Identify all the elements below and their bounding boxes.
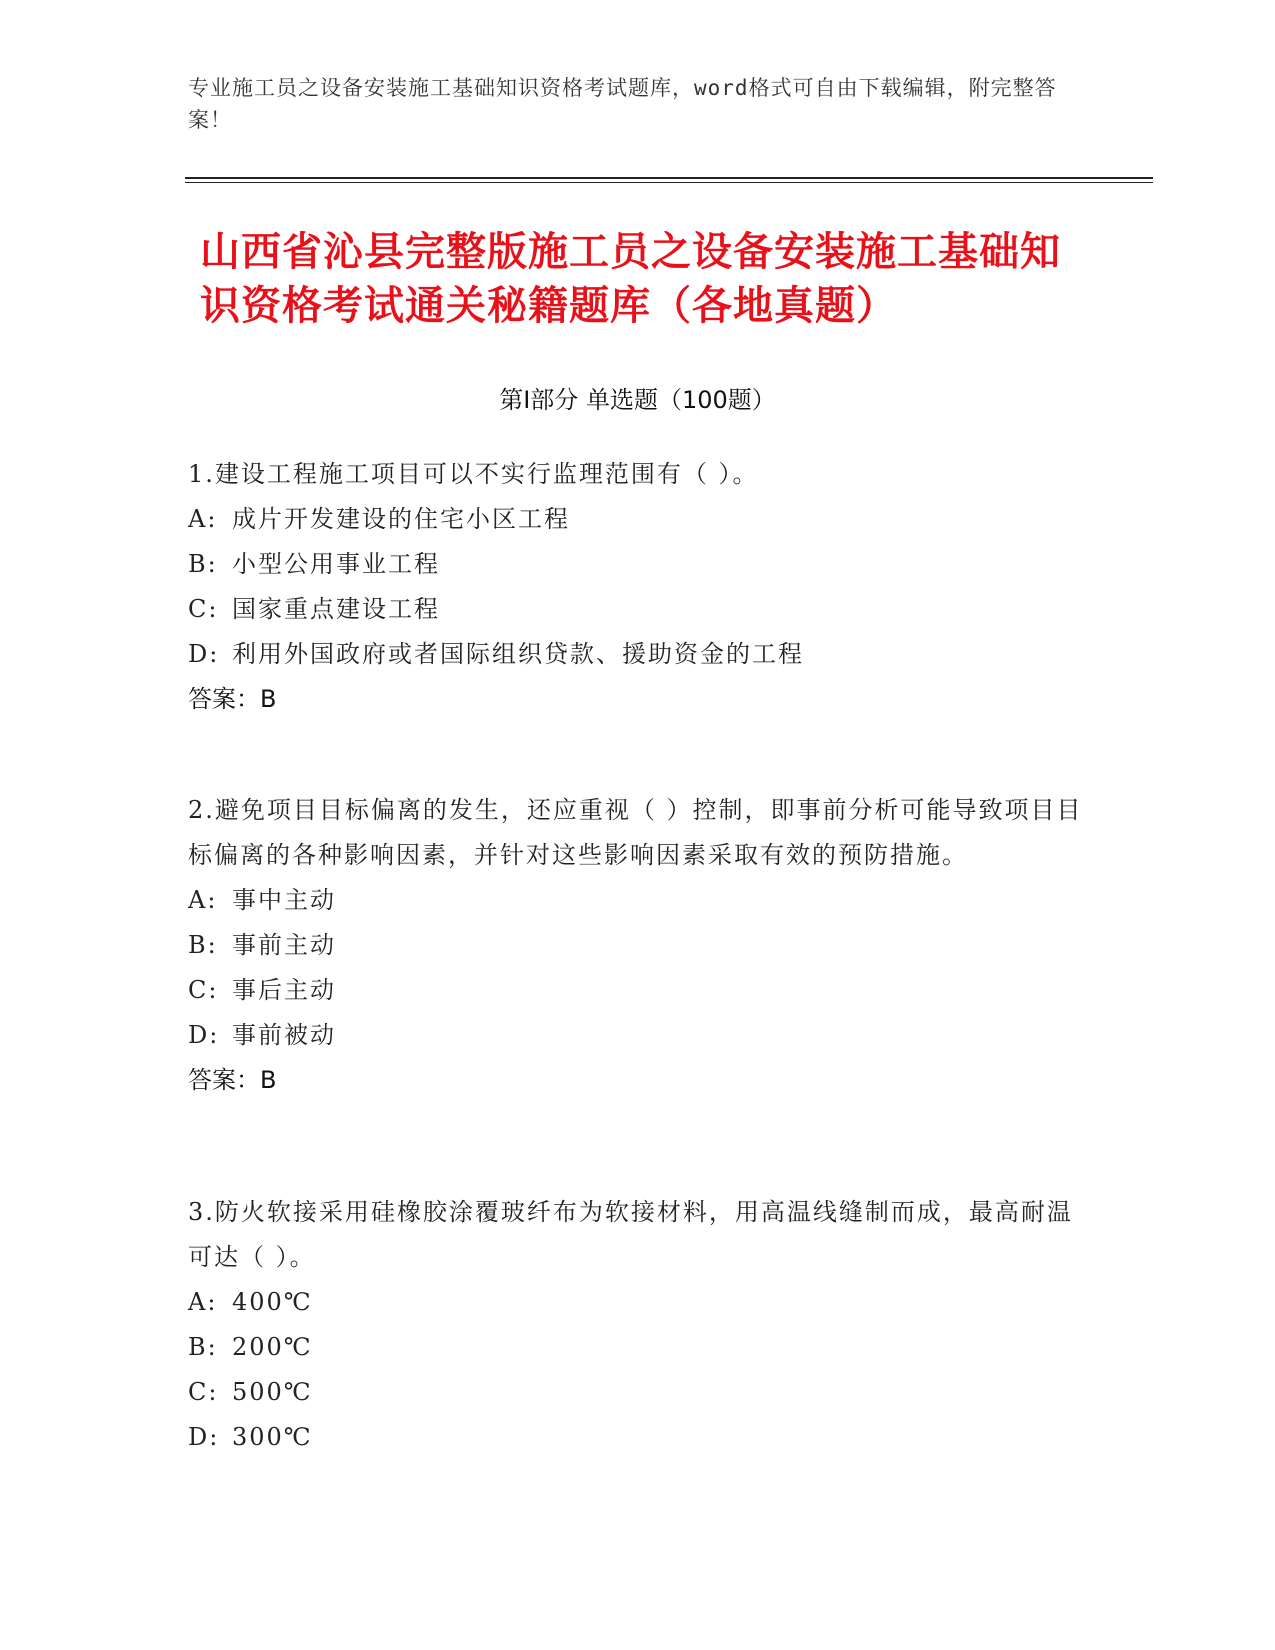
option-key: A: [188,1288,218,1316]
option-d [188,1415,1088,1460]
option-key: B: [188,1333,218,1361]
option-key: B: [188,550,218,578]
option-b [188,542,1088,587]
option-text: 200℃ [232,1333,313,1361]
answer: 答案：B [188,1066,277,1094]
option-text: 300℃ [232,1423,313,1451]
answer: 答案：B [188,685,277,713]
section-title: 第Ⅰ部分 单选题（100题） [499,386,776,414]
option-key: C: [188,976,219,1004]
option-key: A: [188,505,218,533]
option-a [188,878,1088,923]
header-note: 专业施工员之设备安装施工基础知识资格考试题库，word格式可自由下载编辑，附完整答案！ [188,76,1057,132]
option-text: 国家重点建设工程 [232,595,440,623]
option-text: 事前被动 [232,1021,336,1049]
document-title: 山西省沁县完整版施工员之设备安装施工基础知识资格考试通关秘籍题库（各地真题） [200,229,1061,329]
option-text: 小型公用事业工程 [232,550,440,578]
option-key: C: [188,1378,219,1406]
option-b [188,1325,1088,1370]
option-b [188,923,1088,968]
option-key: D: [188,1021,220,1049]
option-key: B: [188,931,218,959]
option-text: 400℃ [232,1288,313,1316]
option-text: 成片开发建设的住宅小区工程 [232,505,570,533]
question-stem: 3.防火软接采用硅橡胶涂覆玻纤布为软接材料，用高温线缝制而成，最高耐温可达（ ）。 [188,1198,1073,1271]
question-2 [188,788,1088,1103]
header-rule-thick [185,177,1153,179]
option-a [188,497,1088,542]
option-text: 事中主动 [232,886,336,914]
option-d [188,1013,1088,1058]
option-text: 事前主动 [232,931,336,959]
option-key: D: [188,640,220,668]
option-d [188,632,1088,677]
option-text: 事后主动 [232,976,336,1004]
option-c [188,1370,1088,1415]
header-rule-thin [185,182,1153,183]
option-key: C: [188,595,219,623]
option-c [188,587,1088,632]
option-text: 500℃ [232,1378,313,1406]
question-1 [188,452,1088,722]
option-key: A: [188,886,218,914]
question-stem: 2.避免项目目标偏离的发生，还应重视（ ）控制，即事前分析可能导致项目目标偏离的各种影响因素，并针对这些影响因素采取有效的预防措施。 [188,796,1083,869]
option-text: 利用外国政府或者国际组织贷款、援助资金的工程 [232,640,804,668]
option-key: D: [188,1423,220,1451]
question-stem: 1.建设工程施工项目可以不实行监理范围有（ ）。 [188,460,759,488]
option-c [188,968,1088,1013]
question-3 [188,1190,1088,1460]
option-a [188,1280,1088,1325]
